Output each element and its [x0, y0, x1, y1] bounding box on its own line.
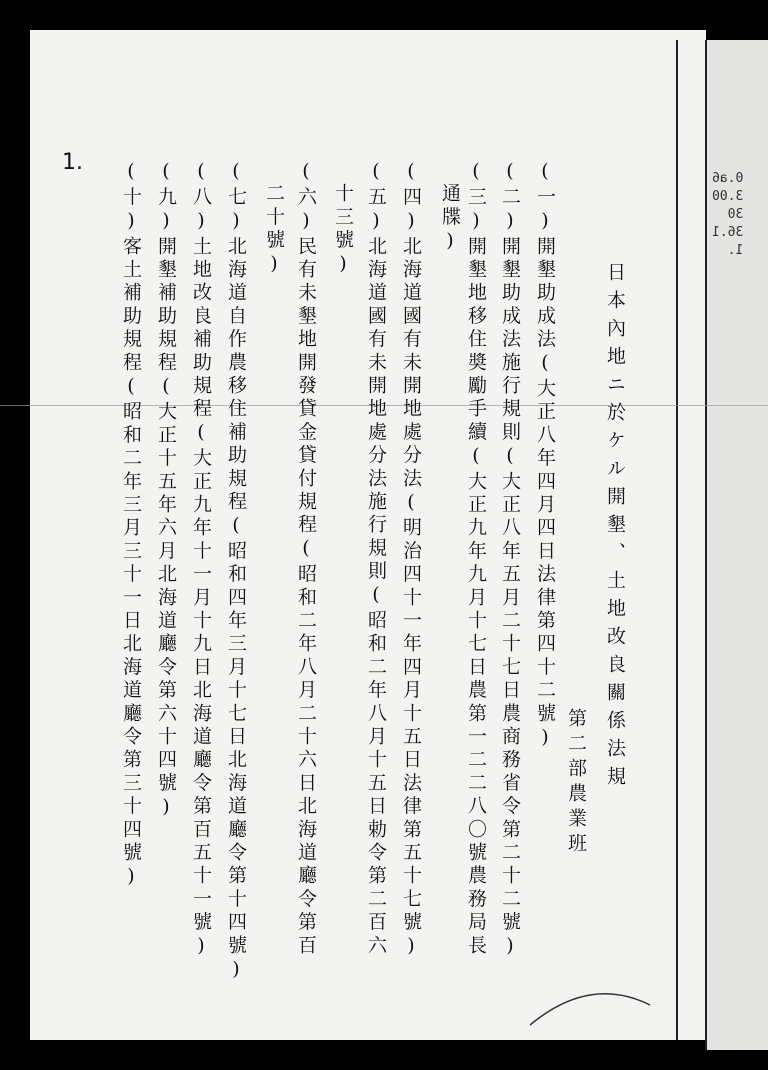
law-item-6-cont: 二十號): [263, 183, 285, 279]
law-item-1: (一)開墾助成法(大正八年四月四日法律第四十二號): [534, 160, 556, 752]
law-item-3: (三)開墾地移住奬勵手續(大正九年九月十七日農第一二二八〇號農務局長: [465, 160, 487, 958]
law-item-10: (十)客土補助規程(昭和二年三月三十一日北海道廳令第三十四號): [120, 160, 142, 892]
law-item-2: (二)開墾助成法施行規則(大正八年五月二十七日農商務省令第二十二號): [499, 160, 521, 961]
law-item-8: (八)土地改良補助規程(大正九年十一月十九日北海道廳令第百五十一號): [190, 160, 212, 961]
law-item-9: (九)開墾補助規程(大正十五年六月北海道廳令第六十四號): [155, 160, 177, 822]
page-number-mark: 1.: [62, 150, 83, 175]
law-item-5: (五)北海道國有未開地處分法施行規則(昭和二年八月十五日勅令第二百六: [365, 160, 387, 958]
law-item-7: (七)北海道自作農移住補助規程(昭和四年三月十七日北海道廳令第十四號): [225, 160, 247, 984]
document-title: 日本內地ニ於ケル開墾、土地改良關係法規: [604, 262, 626, 794]
ink-mark: [520, 980, 670, 1030]
law-item-4: (四)北海道國有未開地處分法(明治四十一年四月十五日法律第五十七號): [400, 160, 422, 961]
department-label: 第二部農業班: [565, 708, 587, 858]
law-item-3-cont: 通牒): [439, 183, 461, 256]
law-item-5-cont: 十三號): [332, 183, 354, 279]
page-edge-line: [705, 40, 707, 1050]
law-item-6: (六)民有未墾地開發貸金貸付規程(昭和二年八月二十六日北海道廳令第百: [295, 160, 317, 958]
page-fold-line: [676, 40, 678, 1040]
adjacent-page-fragment: 0.a6 3.00 30 36.1 1.: [712, 171, 744, 258]
